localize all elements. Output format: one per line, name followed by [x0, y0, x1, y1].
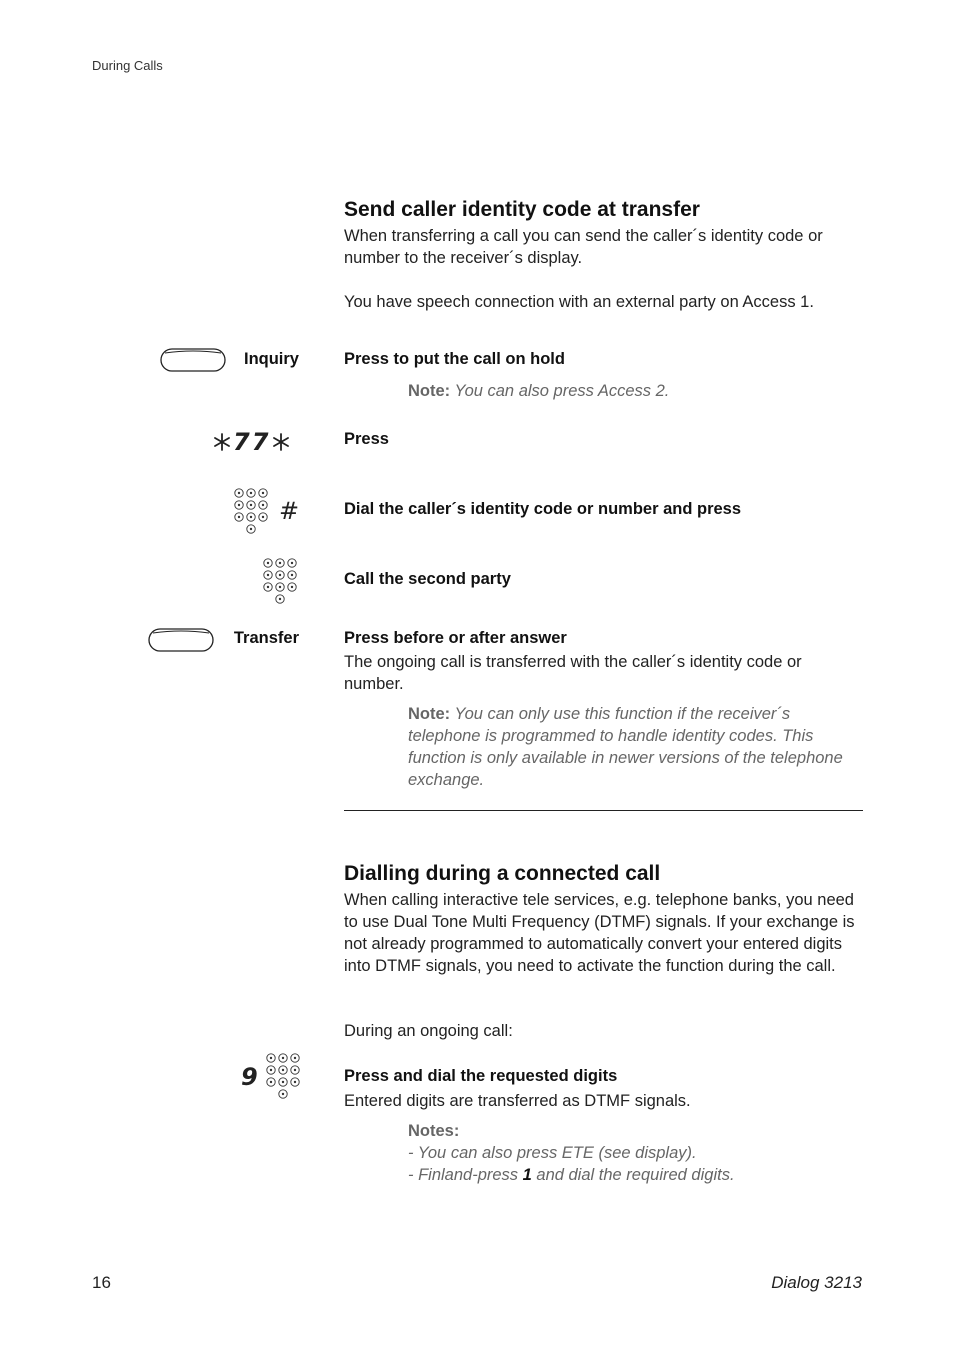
- step-instruction: Call the second party: [344, 570, 511, 588]
- step-detail: Entered digits are transferred as DTMF signals.: [344, 1092, 691, 1110]
- inquiry-key-icon: [160, 348, 228, 379]
- star-code-digits: 77: [233, 428, 271, 456]
- transfer-key-icon: [148, 628, 216, 659]
- key-label-transfer: Transfer: [233, 629, 299, 647]
- star-icon: [271, 432, 291, 452]
- running-head: During Calls: [92, 58, 163, 73]
- step-instruction: Press to put the call on hold: [344, 350, 565, 368]
- intro-paragraph: You have speech connection with an external party on Access 1.: [344, 293, 814, 311]
- step-instruction: Press: [344, 430, 389, 448]
- product-name: Dialog 3213: [771, 1273, 862, 1292]
- note-text: You can only use this function if the receiver´s telephone is programmed to handle identity codes. This function is only available in newer versions of the telephone exchange.: [408, 705, 843, 789]
- keypad-icon: [265, 1052, 303, 1107]
- note-text: You can also press Access 2.: [454, 382, 670, 400]
- star-code-icon: [212, 428, 291, 456]
- intro-paragraph: When transferring a call you can send the caller´s identity code or number to the receiver´s display.: [344, 227, 823, 267]
- keypad-icon: [262, 557, 300, 612]
- page-number: 16: [92, 1273, 111, 1292]
- note: [408, 380, 864, 402]
- step-instruction: Dial the caller´s identity code or number and press: [344, 500, 742, 518]
- step-instruction: Press and dial the requested digits: [344, 1067, 618, 1085]
- star-icon: [212, 432, 232, 452]
- section-divider: [344, 810, 863, 811]
- key-label-inquiry: Inquiry: [243, 350, 299, 368]
- context-text: During an ongoing call:: [344, 1022, 513, 1040]
- step-instruction: Press before or after answer: [344, 629, 567, 647]
- note-label: Note:: [408, 382, 451, 400]
- note: [408, 703, 864, 791]
- step-detail: The ongoing call is transferred with the caller´s identity code or number.: [344, 653, 802, 693]
- key-1: 1: [522, 1166, 532, 1184]
- notes-block: [408, 1120, 864, 1186]
- hash-icon: #: [279, 497, 300, 525]
- section-title: Dialling during a connected call: [344, 862, 661, 885]
- note-label: Note:: [408, 705, 451, 723]
- intro-paragraph: When calling interactive tele services, e.g. telephone banks, you need to use Dual Tone Multi Frequency (DTMF) signals. If your exchange is not already programmed to automatically convert your entered digits into DTMF signals, you need to activate the function during the call.: [344, 891, 855, 975]
- section-title: Send caller identity code at transfer: [344, 198, 700, 221]
- note-item: - You can also press ETE (see display).: [408, 1144, 697, 1162]
- note-item: - Finland-press 1 and dial the required digits.: [408, 1166, 735, 1184]
- keypad-icon: [233, 487, 271, 542]
- digit-key-icon: 9: [241, 1063, 258, 1091]
- notes-label: Notes:: [408, 1122, 460, 1140]
